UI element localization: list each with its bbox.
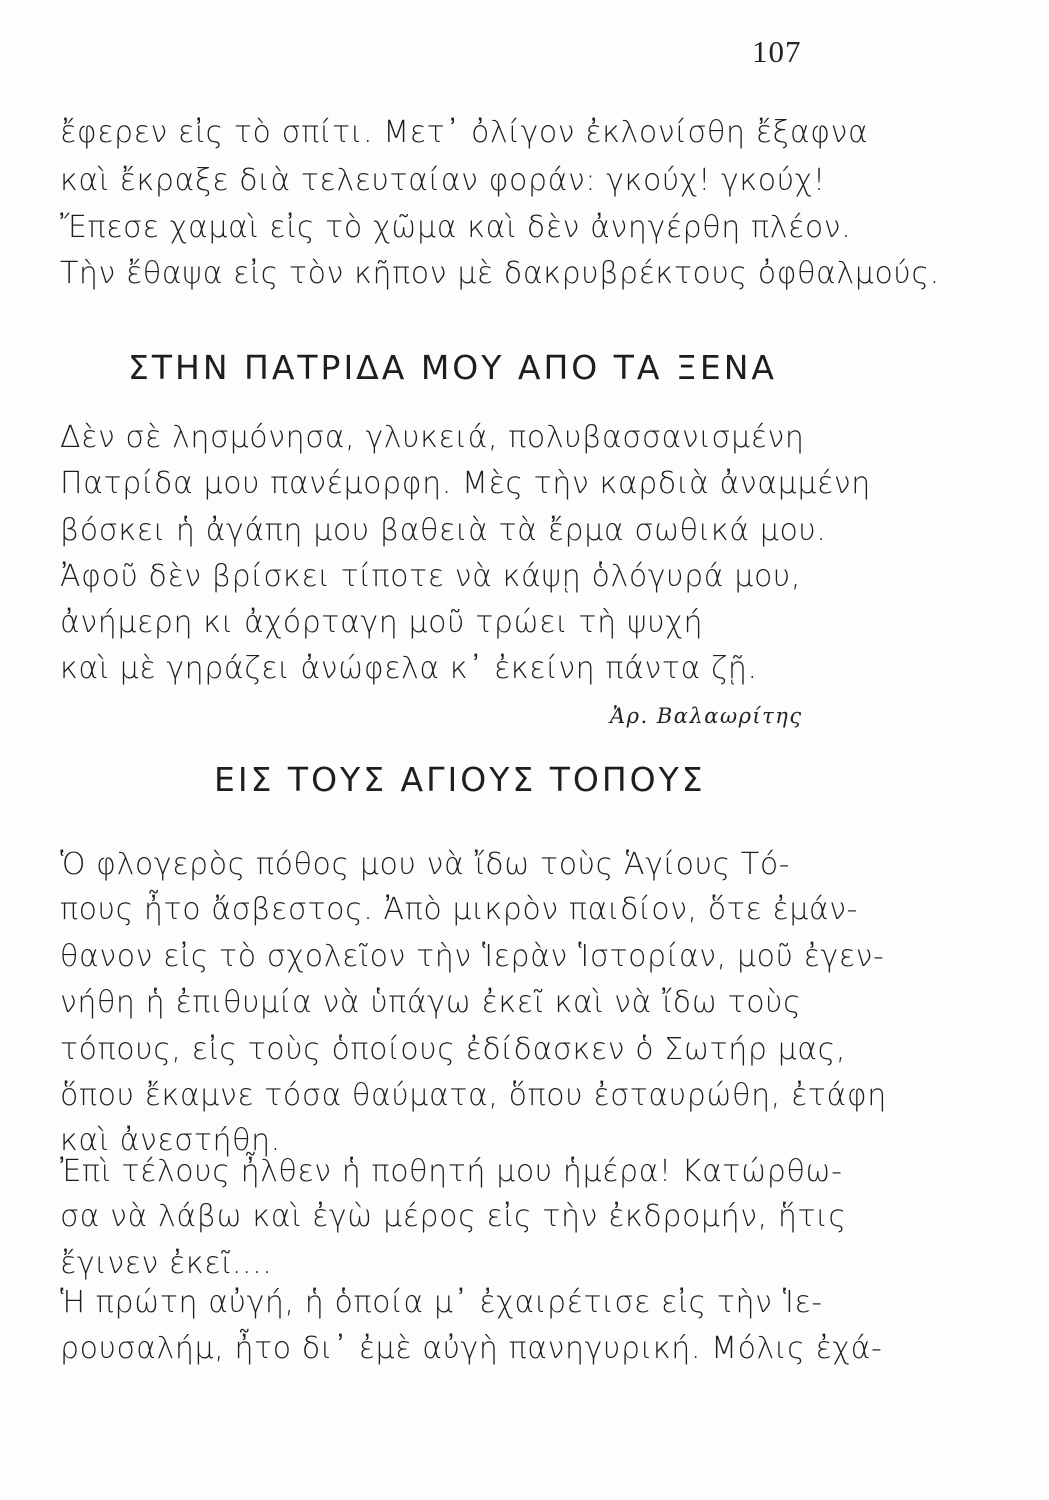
poem-line: καὶ μὲ γηράζει ἀνώφελα κ᾽ ἐκείνη πάντα ζῇ. bbox=[60, 651, 758, 686]
intro-line: καὶ ἔκραξε διὰ τελευταίαν φοράν: γκούχ! γκούχ! bbox=[60, 163, 826, 198]
essay-line: τόπους, εἰς τοὺς ὁποίους ἐδίδασκεν ὁ Σωτήρ μας, bbox=[60, 1032, 847, 1067]
poem-line: Ἀφοῦ δὲν βρίσκει τίποτε νὰ κάψῃ ὁλόγυρά μου, bbox=[60, 559, 801, 594]
page-number: 107 bbox=[752, 34, 802, 69]
essay-line: ὅπου ἔκαμνε τόσα θαύματα, ὅπου ἐσταυρώθη, ἐτάφη bbox=[60, 1078, 887, 1113]
poem-line: βόσκει ἡ ἀγάπη μου βαθειὰ τὰ ἔρμα σωθικά μου. bbox=[60, 513, 827, 548]
poem-line: Πατρίδα μου πανέμορφη. Μὲς τὴν καρδιὰ ἀναμμένη bbox=[60, 466, 871, 501]
essay-line: ρουσαλήμ, ἦτο δι᾽ ἐμὲ αὐγὴ πανηγυρική. Μόλις ἐχά- bbox=[60, 1331, 883, 1366]
intro-line: Τὴν ἔθαψα εἰς τὸν κῆπον μὲ δακρυβρέκτους ὀφθαλμούς. bbox=[60, 256, 940, 291]
essay-title: ΕΙΣ ΤΟΥΣ ΑΓΙΟΥΣ ΤΟΠΟΥΣ bbox=[214, 760, 706, 799]
essay-line: Ἡ πρώτη αὐγή, ἡ ὁποία μ᾽ ἐχαιρέτισε εἰς τὴν Ἱε- bbox=[60, 1285, 823, 1320]
intro-line: Ἔπεσε χαμαὶ εἰς τὸ χῶμα καὶ δὲν ἀνηγέρθη πλέον. bbox=[60, 210, 852, 245]
essay-line: πους ἦτο ἄσβεστος. Ἀπὸ μικρὸν παιδίον, ὅτε ἐμάν- bbox=[60, 892, 859, 927]
essay-line: Ἐπὶ τέλους ἦλθεν ἡ ποθητή μου ἡμέρα! Κατώρθω- bbox=[60, 1154, 843, 1189]
poem-author: Ἀρ. Βαλαωρίτης bbox=[610, 704, 803, 728]
essay-line: νήθη ἡ ἐπιθυμία νὰ ὑπάγω ἐκεῖ καὶ νὰ ἴδω τοὺς bbox=[60, 985, 802, 1020]
essay-line: σα νὰ λάβω καὶ ἐγὼ μέρος εἰς τὴν ἐκδρομήν, ἥτις bbox=[60, 1199, 847, 1234]
essay-line: καὶ ἀνεστήθη. bbox=[60, 1123, 281, 1158]
intro-line: ἔφερεν εἰς τὸ σπίτι. Μετ᾽ ὀλίγον ἐκλονίσθη ἔξαφνα bbox=[60, 115, 869, 150]
poem-title: ΣΤΗΝ ΠΑΤΡΙΔΑ ΜΟΥ ΑΠΟ ΤΑ ΞΕΝΑ bbox=[128, 348, 777, 387]
poem-line: ἀνήμερη κι ἀχόρταγη μοῦ τρώει τὴ ψυχή bbox=[60, 605, 704, 640]
essay-line: Ὁ φλογερὸς πόθος μου νὰ ἴδω τοὺς Ἁγίους Τό- bbox=[60, 847, 791, 882]
poem-line: Δὲν σὲ λησμόνησα, γλυκειά, πολυβασσανισμένη bbox=[60, 420, 805, 455]
essay-line: θανον εἰς τὸ σχολεῖον τὴν Ἱερὰν Ἱστορίαν, μοῦ ἐγεν- bbox=[60, 939, 885, 974]
essay-line: ἔγινεν ἐκεῖ.... bbox=[60, 1246, 273, 1281]
